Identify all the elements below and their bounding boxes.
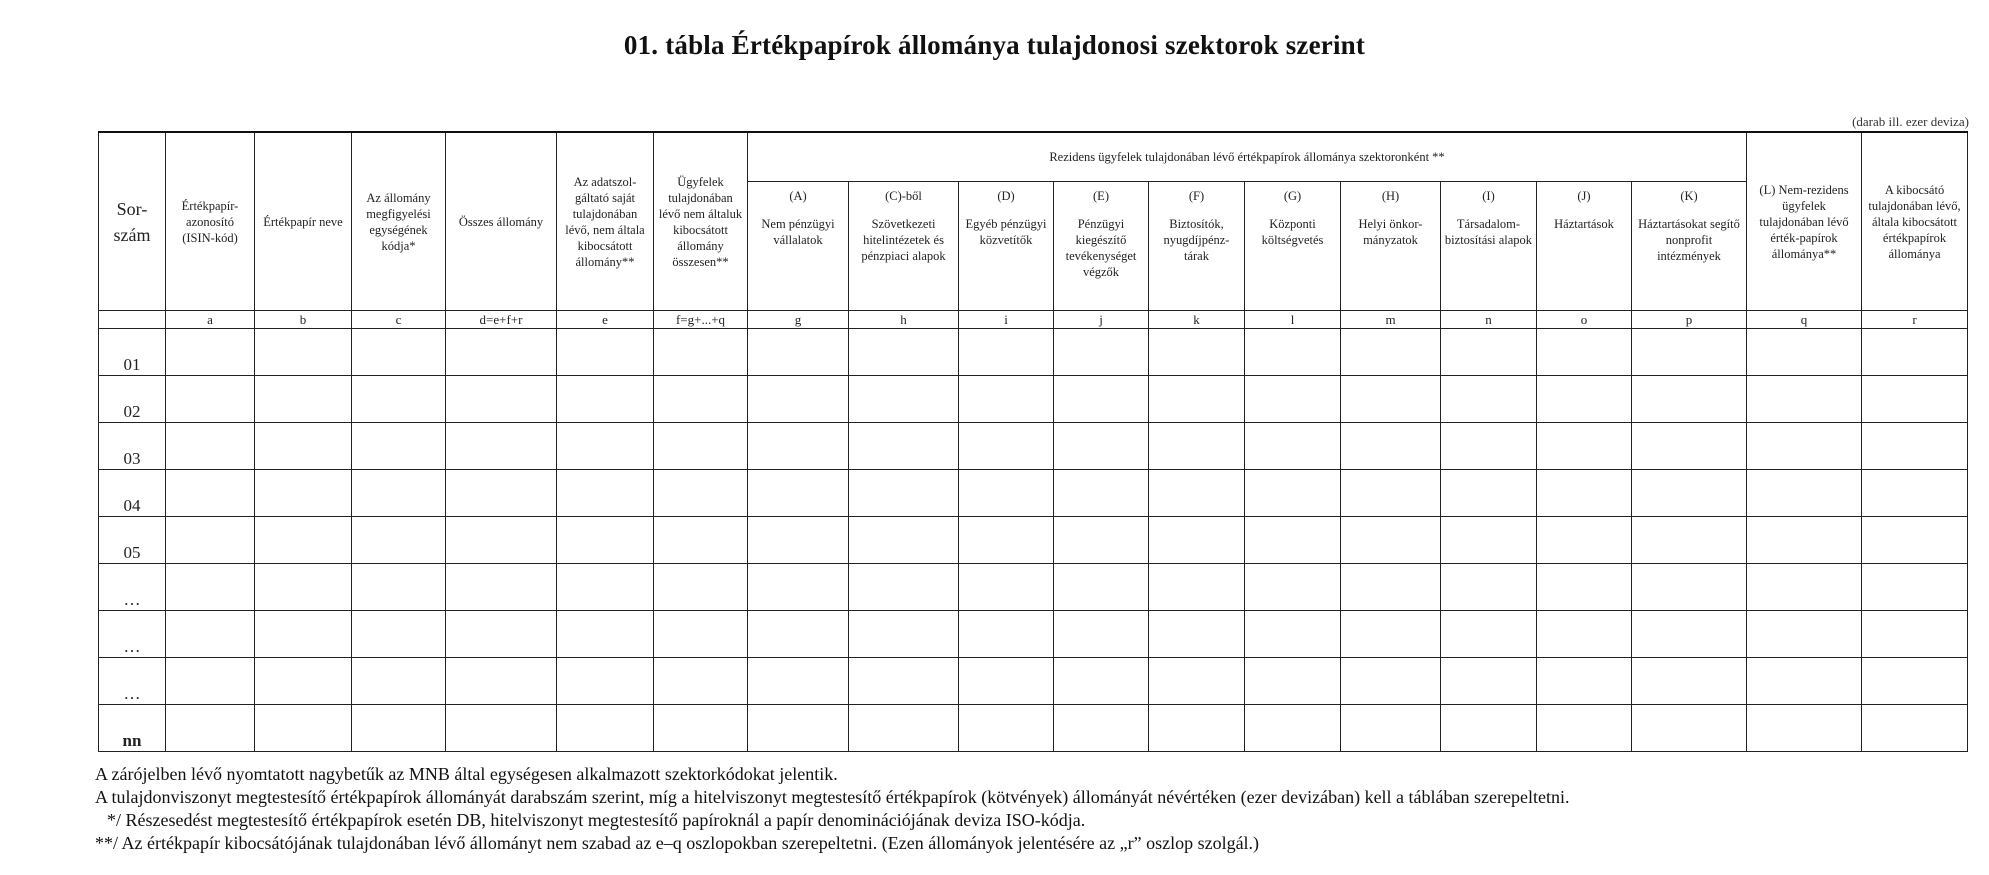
data-cell: [1862, 470, 1968, 517]
data-cell: [654, 329, 748, 376]
sector-code: (D): [997, 189, 1015, 203]
data-cell: [1441, 423, 1537, 470]
data-cell: [654, 611, 748, 658]
data-cell: [748, 470, 849, 517]
data-cell: [1245, 376, 1341, 423]
data-cell: [166, 611, 255, 658]
footnotes: [95, 763, 1975, 855]
data-cell: [1632, 470, 1747, 517]
data-cell: [1245, 423, 1341, 470]
data-cell: [748, 376, 849, 423]
data-cell: [255, 470, 352, 517]
table-title: 01. tábla Értékpapírok állománya tulajdonosi szektorok szerint: [623, 30, 1366, 60]
data-cell: [1149, 423, 1245, 470]
sector-header-cell: [1341, 182, 1441, 311]
data-cell: [1862, 564, 1968, 611]
data-cell: [1245, 658, 1341, 705]
row-number: …: [99, 611, 166, 658]
sector-name: Háztartásokat segítő nonprofit intézmények: [1638, 217, 1740, 263]
data-cell: [1441, 564, 1537, 611]
data-cell: [255, 611, 352, 658]
data-cell: [959, 329, 1054, 376]
data-cell: [654, 376, 748, 423]
data-cell: [255, 329, 352, 376]
letter-cell: h: [849, 311, 959, 329]
data-cell: [654, 658, 748, 705]
header-nonresident: (L) Nem-rezidens ügyfelek tulajdonában lévő érték-papírok állománya**: [1747, 132, 1862, 311]
data-cell: [1054, 705, 1149, 752]
sector-header-cell: [1537, 182, 1632, 311]
sector-code: (J): [1577, 189, 1591, 203]
row-number: 02: [99, 376, 166, 423]
sector-code: (K): [1680, 189, 1698, 203]
data-cell: [748, 517, 849, 564]
data-cell: [748, 658, 849, 705]
data-cell: [446, 376, 557, 423]
data-cell: [1537, 423, 1632, 470]
data-cell: [352, 705, 446, 752]
column-letter-row: [99, 311, 1968, 329]
data-cell: [1341, 517, 1441, 564]
header-isin: Értékpapír-azonosító (ISIN-kód): [166, 132, 255, 311]
data-cell: [1537, 564, 1632, 611]
data-cell: [1632, 423, 1747, 470]
data-cell: [1441, 658, 1537, 705]
letter-cell: i: [959, 311, 1054, 329]
letter-cell: r: [1862, 311, 1968, 329]
data-cell: [1245, 517, 1341, 564]
data-cell: [446, 611, 557, 658]
data-cell: [1747, 517, 1862, 564]
data-cell: [1537, 705, 1632, 752]
data-cell: [654, 423, 748, 470]
data-cell: [959, 470, 1054, 517]
data-cell: [1441, 517, 1537, 564]
data-cell: [959, 564, 1054, 611]
data-cell: [849, 658, 959, 705]
letter-cell: k: [1149, 311, 1245, 329]
data-cell: [446, 517, 557, 564]
letter-cell: g: [748, 311, 849, 329]
data-cell: [1341, 470, 1441, 517]
data-cell: [352, 329, 446, 376]
row-number: 01: [99, 329, 166, 376]
data-cell: [557, 564, 654, 611]
sector-code: (C)-ből: [885, 189, 922, 203]
data-cell: [1054, 611, 1149, 658]
data-cell: [352, 517, 446, 564]
sector-code: (E): [1093, 189, 1109, 203]
data-cell: [166, 705, 255, 752]
data-cell: [849, 564, 959, 611]
data-cell: [166, 517, 255, 564]
data-cell: [352, 564, 446, 611]
table-row: [99, 611, 1968, 658]
data-cell: [255, 376, 352, 423]
data-cell: [849, 376, 959, 423]
data-cell: [748, 564, 849, 611]
data-cell: [1537, 517, 1632, 564]
data-cell: [1054, 517, 1149, 564]
sector-code: (I): [1482, 189, 1495, 203]
data-cell: [748, 705, 849, 752]
data-cell: [849, 705, 959, 752]
data-cell: [166, 376, 255, 423]
row-number: nn: [99, 705, 166, 752]
data-cell: [446, 423, 557, 470]
table-row: [99, 658, 1968, 705]
data-cell: [1632, 564, 1747, 611]
letter-cell: p: [1632, 311, 1747, 329]
data-cell: [352, 611, 446, 658]
row-number: …: [99, 658, 166, 705]
data-cell: [1054, 376, 1149, 423]
letter-cell: [99, 311, 166, 329]
data-cell: [1149, 329, 1245, 376]
footnote-double-star-text: **/ Az értékpapír kibocsátójának tulajdonában lévő állományt nem szabad az e–q oszlopokban szerepeltetni. (Ezen állományok jelentésére az „r” oszlop szolgál.): [95, 833, 1260, 853]
letter-cell: j: [1054, 311, 1149, 329]
data-cell: [654, 564, 748, 611]
letter-cell: l: [1245, 311, 1341, 329]
data-cell: [1537, 611, 1632, 658]
data-cell: [1441, 470, 1537, 517]
data-cell: [1862, 658, 1968, 705]
sector-header-cell: [959, 182, 1054, 311]
data-cell: [959, 705, 1054, 752]
header-name: Értékpapír neve: [255, 132, 352, 311]
data-cell: [166, 658, 255, 705]
data-cell: [255, 423, 352, 470]
data-cell: [352, 423, 446, 470]
sector-name: Nem pénzügyi vállalatok: [761, 217, 835, 247]
data-cell: [352, 658, 446, 705]
data-cell: [1441, 329, 1537, 376]
sector-name: Központi költségvetés: [1261, 217, 1324, 247]
row-number: 04: [99, 470, 166, 517]
data-cell: [1441, 376, 1537, 423]
data-cell: [1862, 611, 1968, 658]
letter-cell: q: [1747, 311, 1862, 329]
data-cell: [1054, 658, 1149, 705]
data-cell: [446, 470, 557, 517]
sector-name: Háztartások: [1554, 217, 1614, 231]
data-cell: [849, 517, 959, 564]
data-cell: [849, 423, 959, 470]
data-cell: [654, 517, 748, 564]
table-row: [99, 376, 1968, 423]
data-cell: [1441, 705, 1537, 752]
data-cell: [1747, 329, 1862, 376]
sector-header-cell: [1054, 182, 1149, 311]
data-cell: [352, 470, 446, 517]
sector-header-cell: [748, 182, 849, 311]
data-cell: [1862, 423, 1968, 470]
data-cell: [1747, 376, 1862, 423]
header-resident-group: Rezidens ügyfelek tulajdonában lévő értékpapírok állománya szektoronként **: [748, 132, 1747, 182]
data-cell: [166, 423, 255, 470]
data-cell: [959, 611, 1054, 658]
data-cell: [446, 658, 557, 705]
sector-name: Helyi önkor-mányzatok: [1358, 217, 1423, 247]
data-cell: [1632, 329, 1747, 376]
data-cell: [1341, 611, 1441, 658]
data-cell: [849, 329, 959, 376]
data-cell: [1054, 470, 1149, 517]
footnote-valuation: A tulajdonviszonyt megtestesítő értékpapírok állományát darabszám szerint, míg a hitelviszonyt megtestesítő értékpapírok (kötvények) állományát névértéken (ezer devizában) kell a táblában szerepeltetni.: [95, 787, 1570, 807]
data-cell: [1245, 611, 1341, 658]
data-cell: [1149, 611, 1245, 658]
data-cell: [1862, 705, 1968, 752]
letter-cell: f=g+...+q: [654, 311, 748, 329]
data-cell: [1149, 705, 1245, 752]
data-cell: [1537, 329, 1632, 376]
row-number: 05: [99, 517, 166, 564]
data-cell: [1245, 564, 1341, 611]
header-unit-code: Az állomány megfigyelési egységének kódja*: [352, 132, 446, 311]
sector-code: (H): [1381, 189, 1400, 203]
data-cell: [1149, 658, 1245, 705]
data-cell: [1149, 564, 1245, 611]
sector-header-cell: [1245, 182, 1341, 311]
table-row: [99, 705, 1968, 752]
data-cell: [1632, 376, 1747, 423]
data-cell: [1054, 423, 1149, 470]
data-cell: [446, 564, 557, 611]
data-cell: [1747, 564, 1862, 611]
sector-table: [98, 131, 1968, 752]
data-cell: [446, 329, 557, 376]
header-total: Összes állomány: [446, 132, 557, 311]
sector-name: Egyéb pénzügyi közvetítők: [965, 217, 1047, 247]
data-cell: [1537, 470, 1632, 517]
footnote-star: [95, 809, 1975, 832]
data-cell: [1632, 658, 1747, 705]
table-row: [99, 564, 1968, 611]
data-cell: [1747, 658, 1862, 705]
data-cell: [557, 611, 654, 658]
header-own-holdings: Az adatszol-gáltató saját tulajdonában lévő, nem általa kibocsátott állomány**: [557, 132, 654, 311]
data-cell: [255, 564, 352, 611]
data-cell: [1149, 470, 1245, 517]
data-cell: [1149, 376, 1245, 423]
data-cell: [1149, 517, 1245, 564]
data-cell: [1537, 658, 1632, 705]
sector-header-cell: [1441, 182, 1537, 311]
data-cell: [352, 376, 446, 423]
data-cell: [255, 705, 352, 752]
header-client-holdings: Ügyfelek tulajdonában lévő nem általuk kibocsátott állomány összesen**: [654, 132, 748, 311]
unit-note: (darab ill. ezer deviza): [1852, 114, 1969, 129]
data-cell: [654, 470, 748, 517]
data-cell: [1341, 564, 1441, 611]
data-cell: [557, 517, 654, 564]
data-cell: [557, 470, 654, 517]
data-cell: [446, 705, 557, 752]
data-cell: [1341, 376, 1441, 423]
data-cell: [1054, 329, 1149, 376]
table-row: [99, 423, 1968, 470]
data-cell: [849, 611, 959, 658]
sector-header-cell: [849, 182, 959, 311]
data-cell: [1341, 705, 1441, 752]
data-cell: [1632, 611, 1747, 658]
table-row: [99, 517, 1968, 564]
data-cell: [1054, 564, 1149, 611]
data-cell: [748, 423, 849, 470]
header-issuer-holdings: A kibocsátó tulajdonában lévő, általa kibocsátott értékpapírok állománya: [1862, 132, 1968, 311]
data-cell: [1245, 705, 1341, 752]
table-body: [99, 329, 1968, 752]
data-cell: [1747, 470, 1862, 517]
data-cell: [1537, 376, 1632, 423]
data-cell: [1632, 705, 1747, 752]
data-cell: [166, 564, 255, 611]
data-cell: [1341, 658, 1441, 705]
data-cell: [959, 517, 1054, 564]
data-cell: [557, 423, 654, 470]
data-cell: [654, 705, 748, 752]
sector-code: (F): [1188, 189, 1205, 203]
footnote-double-star: [95, 832, 1975, 855]
sector-name: Szövetkezeti hitelintézetek és pénzpiaci alapok: [861, 217, 946, 263]
data-cell: [1341, 423, 1441, 470]
data-cell: [1341, 329, 1441, 376]
data-cell: [1245, 329, 1341, 376]
table-row: [99, 329, 1968, 376]
data-cell: [166, 470, 255, 517]
sector-name: Pénzügyi kiegészítő tevékenységet végzők: [1065, 217, 1137, 279]
sector-code: (G): [1283, 189, 1302, 203]
letter-cell: b: [255, 311, 352, 329]
data-cell: [959, 423, 1054, 470]
data-cell: [1862, 329, 1968, 376]
data-cell: [748, 611, 849, 658]
data-cell: [849, 470, 959, 517]
letter-cell: n: [1441, 311, 1537, 329]
data-cell: [166, 329, 255, 376]
data-cell: [557, 329, 654, 376]
data-cell: [557, 705, 654, 752]
data-cell: [1441, 611, 1537, 658]
letter-cell: d=e+f+r: [446, 311, 557, 329]
letter-cell: c: [352, 311, 446, 329]
data-cell: [1862, 376, 1968, 423]
data-cell: [1862, 517, 1968, 564]
sector-name: Társadalom-biztosítási alapok: [1444, 217, 1533, 247]
data-cell: [1632, 517, 1747, 564]
data-cell: [557, 376, 654, 423]
data-cell: [1747, 705, 1862, 752]
data-cell: [255, 517, 352, 564]
letter-cell: o: [1537, 311, 1632, 329]
data-cell: [748, 329, 849, 376]
footnote-sector-codes: A zárójelben lévő nyomtatott nagybetűk az MNB által egységesen alkalmazott szektorkódokat jelentik.: [95, 764, 838, 784]
footnote-star-text: */ Részesedést megtestesítő értékpapírok esetén DB, hitelviszonyt megtestesítő papíroknál a papír denominációjának deviza ISO-kódja.: [107, 810, 1086, 830]
data-cell: [255, 658, 352, 705]
letter-cell: a: [166, 311, 255, 329]
data-cell: [557, 658, 654, 705]
data-cell: [959, 376, 1054, 423]
row-number: 03: [99, 423, 166, 470]
data-cell: [1747, 611, 1862, 658]
row-number: …: [99, 564, 166, 611]
data-cell: [959, 658, 1054, 705]
sector-header-cell: [1632, 182, 1747, 311]
header-sorszam: Sor-szám: [99, 132, 166, 311]
letter-cell: e: [557, 311, 654, 329]
table-row: [99, 470, 1968, 517]
sector-code: (A): [789, 189, 807, 203]
data-cell: [1245, 470, 1341, 517]
sector-name: Biztosítók, nyugdíjpénz-tárak: [1163, 217, 1230, 263]
sector-header-cell: [1149, 182, 1245, 311]
data-cell: [1747, 423, 1862, 470]
letter-cell: m: [1341, 311, 1441, 329]
